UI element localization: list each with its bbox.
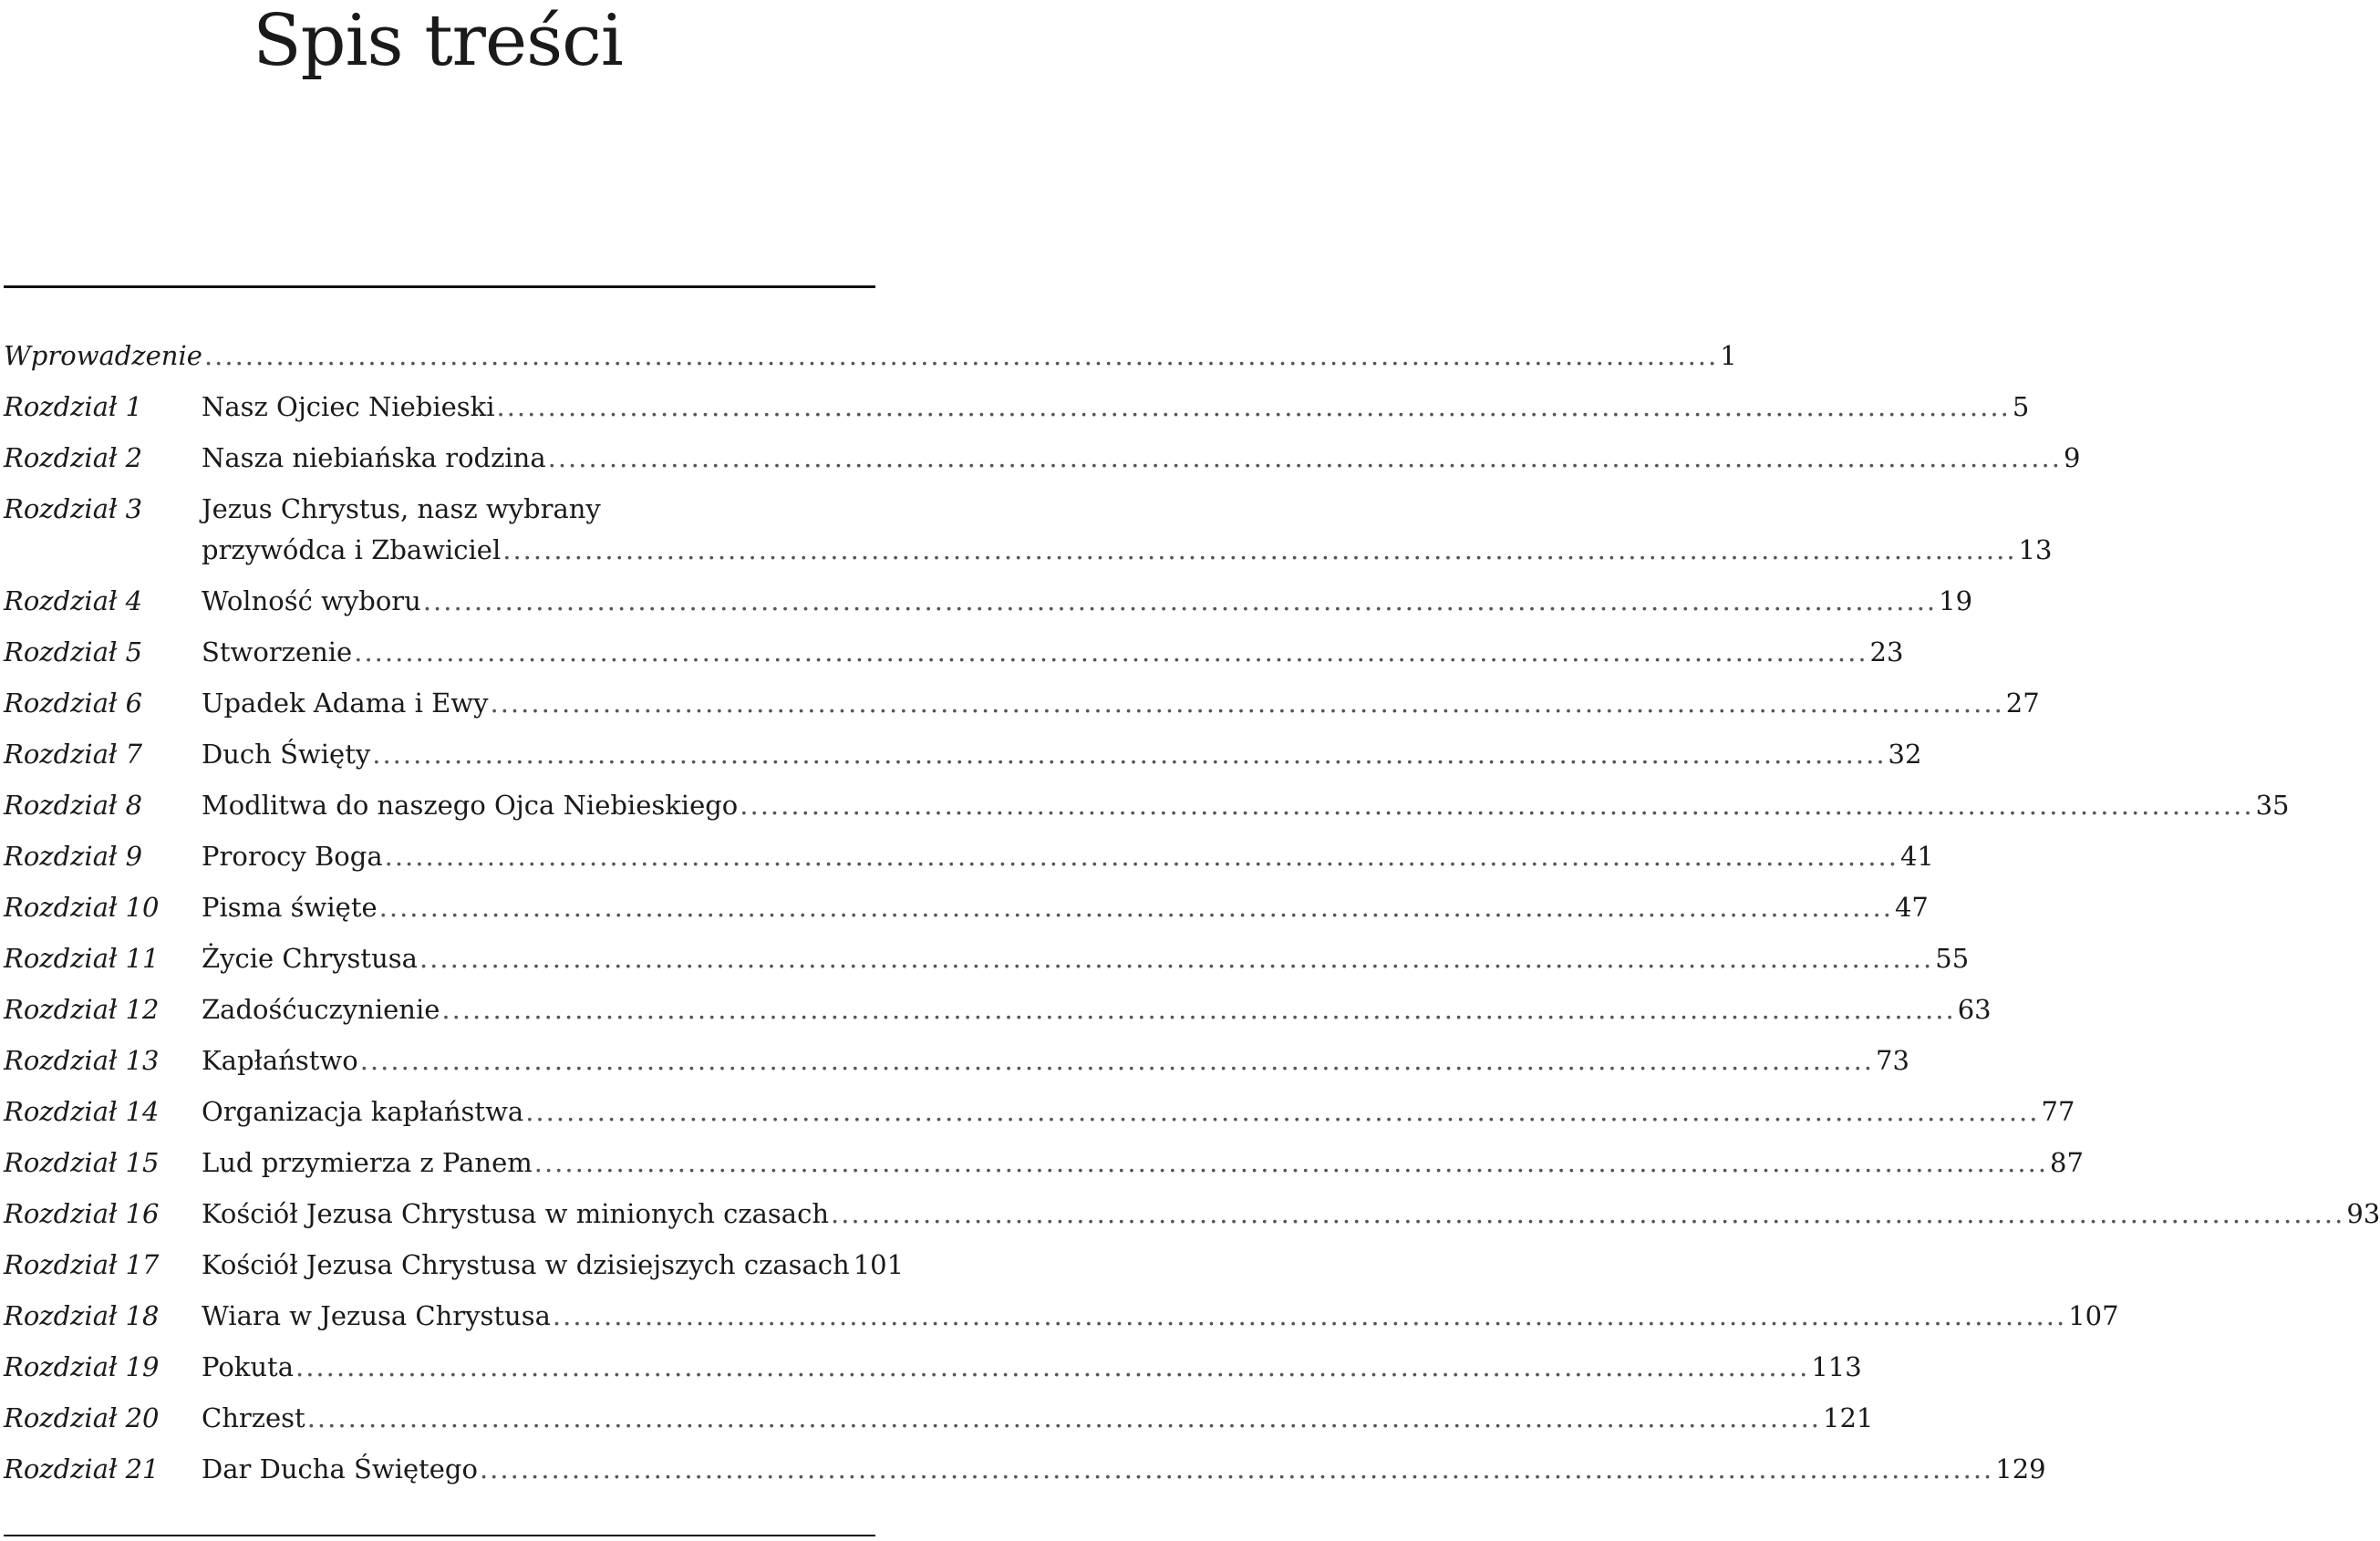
- chapter-label: Rozdział 21: [4, 1453, 160, 1484]
- toc-leader: [202, 1188, 2380, 1239]
- toc-leader: [4, 330, 1737, 381]
- toc-entry-chapter-5[interactable]: [4, 626, 1904, 677]
- chapter-label: Rozdział 9: [4, 841, 143, 872]
- toc-page-number: 55: [1935, 943, 1970, 974]
- toc-page-number: 32: [1888, 739, 1922, 770]
- chapter-label: Rozdział 6: [4, 688, 143, 719]
- dot-leader: [441, 994, 1955, 1025]
- chapter-title: Pisma święte: [202, 892, 378, 923]
- chapter-label: Rozdział 18: [4, 1300, 160, 1331]
- chapter-title: Pokuta: [202, 1351, 294, 1382]
- dot-leader: [379, 892, 1893, 923]
- toc-entry-chapter-19[interactable]: [4, 1341, 1862, 1392]
- toc-page-number: 41: [1899, 841, 1934, 872]
- toc-leader: [202, 575, 1973, 626]
- dot-leader: [354, 636, 1868, 667]
- toc-entry-chapter-6[interactable]: [4, 677, 2040, 729]
- toc-page-number: 63: [1957, 994, 1992, 1025]
- toc-leader: [202, 1443, 2046, 1494]
- dot-leader: [740, 790, 2253, 821]
- toc-entry-chapter-4[interactable]: [4, 575, 1973, 626]
- dot-leader: [423, 585, 1937, 616]
- chapter-label: Rozdział 16: [4, 1198, 160, 1229]
- chapter-title: Duch Święty: [202, 739, 371, 770]
- chapter-label: Rozdział 17: [4, 1249, 160, 1280]
- chapter-title: Kościół Jezusa Chrystusa w minionych czasach: [202, 1198, 829, 1229]
- toc-page-number: 13: [2018, 534, 2053, 565]
- toc-entry-chapter-1[interactable]: [4, 381, 2030, 432]
- dot-leader: [553, 1300, 2066, 1331]
- toc-leader: [202, 1137, 2084, 1188]
- chapter-title: Stworzenie: [202, 636, 353, 667]
- toc-entry-label: Wprowadzenie: [4, 340, 202, 371]
- dot-leader: [831, 1198, 2344, 1229]
- chapter-title: Zadośćuczynienie: [202, 994, 440, 1025]
- dot-leader: [360, 1045, 1874, 1076]
- toc-leader: [202, 1392, 1874, 1443]
- toc-entry-chapter-16[interactable]: [4, 1188, 2380, 1239]
- toc-leader: [202, 432, 2081, 483]
- chapter-title: Kościół Jezusa Chrystusa w dzisiejszych czasach: [202, 1249, 850, 1280]
- chapter-title: Lud przymierza z Panem: [202, 1147, 533, 1178]
- toc-leader: [202, 984, 1992, 1035]
- toc-page-number: 9: [2063, 442, 2081, 473]
- toc-page-number: 1: [1720, 340, 1737, 371]
- toc-entry-chapter-18[interactable]: [4, 1290, 2119, 1341]
- toc-entry-chapter-11[interactable]: [4, 933, 1970, 984]
- chapter-label: Rozdział 1: [4, 391, 143, 422]
- toc-leader: [202, 677, 2040, 729]
- dot-leader: [548, 442, 2062, 473]
- chapter-title: Organizacja kapłaństwa: [202, 1096, 524, 1127]
- toc-page-number: 23: [1869, 636, 1904, 667]
- chapter-title: Wiara w Jezusa Chrystusa: [202, 1300, 551, 1331]
- chapter-title-line-1: Jezus Chrystus, nasz wybrany: [202, 493, 601, 524]
- chapter-title: Prorocy Boga: [202, 841, 383, 872]
- chapter-label: Rozdział 12: [4, 994, 160, 1025]
- chapter-label: Rozdział 20: [4, 1402, 160, 1433]
- toc-entry-chapter-15[interactable]: [4, 1137, 2084, 1188]
- toc-page-number: 107: [2068, 1300, 2119, 1331]
- toc-leader: [202, 1290, 2119, 1341]
- dot-leader: [525, 1096, 2039, 1127]
- toc-page-number: 5: [2012, 391, 2030, 422]
- chapter-label: Rozdział 10: [4, 892, 160, 923]
- toc-page-number: 35: [2255, 790, 2290, 821]
- toc-page-number: 19: [1939, 585, 1973, 616]
- toc-page-number: 77: [2041, 1096, 2075, 1127]
- toc-page-number: 121: [1823, 1402, 1874, 1433]
- dot-leader: [534, 1147, 2048, 1178]
- toc-entry-chapter-21[interactable]: [4, 1443, 2046, 1494]
- chapter-label: Rozdział 13: [4, 1045, 160, 1076]
- chapter-label: Rozdział 3: [4, 493, 143, 524]
- toc-entry-chapter-2[interactable]: [4, 432, 2081, 483]
- chapter-title: Nasza niebiańska rodzina: [202, 442, 546, 473]
- toc-leader: [202, 831, 1934, 882]
- toc-leader: [202, 729, 1922, 780]
- toc-entry-chapter-13[interactable]: [4, 1035, 1909, 1086]
- toc-page-number: 129: [1995, 1453, 2046, 1484]
- chapter-title: Modlitwa do naszego Ojca Niebieskiego: [202, 790, 739, 821]
- toc-leader: [202, 933, 1970, 984]
- toc-entry-intro[interactable]: [4, 330, 1737, 381]
- chapter-label: Rozdział 14: [4, 1096, 160, 1127]
- toc-entry-chapter-20[interactable]: [4, 1392, 1874, 1443]
- toc-entry-chapter-3[interactable]: [4, 483, 2053, 575]
- toc-leader: [202, 381, 2030, 432]
- toc-leader: [202, 1239, 905, 1290]
- dot-leader: [372, 739, 1886, 770]
- toc-leader: [202, 1086, 2075, 1137]
- toc-entry-chapter-14[interactable]: [4, 1086, 2075, 1137]
- toc-page-number: 27: [2005, 688, 2040, 719]
- chapter-label: Rozdział 15: [4, 1147, 160, 1178]
- chapter-title: Nasz Ojciec Niebieski: [202, 391, 495, 422]
- toc-entry-chapter-9[interactable]: [4, 831, 1934, 882]
- toc-leader: [202, 626, 1904, 677]
- toc-page-number: 113: [1811, 1351, 1862, 1382]
- chapter-label: Rozdział 2: [4, 442, 143, 473]
- chapter-title: Wolność wyboru: [202, 585, 421, 616]
- toc-entry-chapter-10[interactable]: [4, 882, 1929, 933]
- chapter-title-line-2: przywódca i Zbawiciel: [202, 534, 502, 565]
- chapter-title: Życie Chrystusa: [202, 943, 418, 974]
- toc-page-number: 93: [2346, 1198, 2380, 1229]
- table-of-contents: [4, 330, 2380, 1494]
- dot-leader: [480, 1453, 1993, 1484]
- dot-leader: [385, 841, 1899, 872]
- chapter-label: Rozdział 11: [4, 943, 160, 974]
- chapter-label: Rozdział 19: [4, 1351, 160, 1382]
- dot-leader: [295, 1351, 1809, 1382]
- bottom-divider: [4, 1535, 875, 1536]
- chapter-label: Rozdział 4: [4, 585, 143, 616]
- toc-leader: [202, 1035, 1909, 1086]
- toc-page-number: 87: [2050, 1147, 2084, 1178]
- toc-entry-chapter-12[interactable]: [4, 984, 1992, 1035]
- dot-leader: [497, 391, 2011, 422]
- chapter-title: Upadek Adama i Ewy: [202, 688, 489, 719]
- page-title: Spis treści: [253, 0, 623, 82]
- chapter-title: Chrzest: [202, 1402, 305, 1433]
- toc-page-number: 73: [1876, 1045, 1909, 1076]
- toc-entry-chapter-8[interactable]: [4, 780, 2290, 831]
- chapter-label: Rozdział 5: [4, 636, 143, 667]
- toc-entry-chapter-17[interactable]: [4, 1239, 905, 1290]
- dot-leader: [307, 1402, 1821, 1433]
- dot-leader: [419, 943, 1933, 974]
- toc-leader: [202, 524, 2053, 575]
- dot-leader: [490, 688, 2003, 719]
- toc-page-number: 47: [1894, 892, 1929, 923]
- chapter-label: Rozdział 7: [4, 739, 143, 770]
- dot-leader: [204, 340, 1718, 371]
- dot-leader: [502, 534, 2016, 565]
- toc-leader: [202, 1341, 1862, 1392]
- chapter-label: Rozdział 8: [4, 790, 143, 821]
- chapter-title: Dar Ducha Świętego: [202, 1453, 478, 1484]
- toc-page-number: 101: [853, 1249, 905, 1280]
- top-divider: [4, 285, 875, 288]
- chapter-title: Kapłaństwo: [202, 1045, 358, 1076]
- toc-leader: [202, 780, 2290, 831]
- toc-entry-chapter-7[interactable]: [4, 729, 1922, 780]
- toc-leader: [202, 882, 1929, 933]
